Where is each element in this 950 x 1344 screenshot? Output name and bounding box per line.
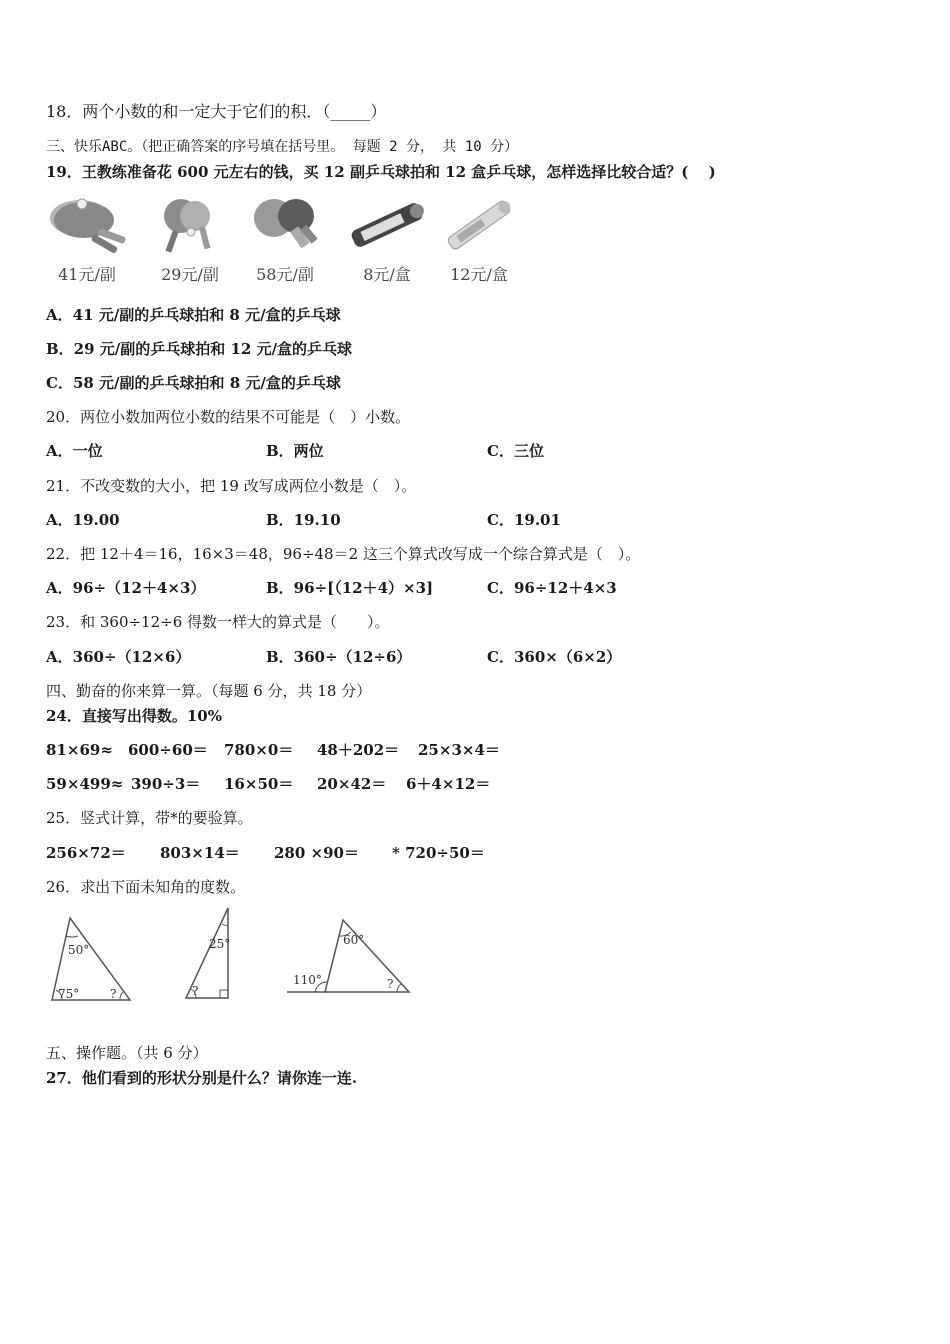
q19-option-c[interactable]: C．58 元/副的乒乓球拍和 8 元/盒的乒乓球: [46, 374, 341, 392]
calc-item: * 720÷50＝: [392, 844, 485, 862]
paddle-pair-icon: [42, 194, 132, 256]
angle-label: ?: [110, 987, 117, 1001]
calc-item: 803×14＝: [160, 844, 240, 862]
price-label: 12元/盒: [450, 265, 508, 284]
q22-option-a[interactable]: A．96÷（12＋4×3）: [46, 579, 206, 597]
angle-label: ?: [387, 977, 394, 991]
angle-label: 60°: [343, 933, 365, 947]
angle-label: 50°: [68, 943, 90, 957]
q22-option-c[interactable]: C．96÷12＋4×3: [487, 579, 617, 597]
triangle-2-diagram: [180, 904, 232, 1004]
section-5-heading: 五、操作题。（共 6 分）: [46, 1044, 208, 1062]
price-label: 58元/副: [256, 265, 314, 284]
q19-option-b[interactable]: B．29 元/副的乒乓球拍和 12 元/盒的乒乓球: [46, 340, 353, 358]
q23-option-b[interactable]: B．360÷（12÷6）: [266, 648, 412, 666]
calc-item: 600÷60＝: [128, 741, 208, 759]
price-label: 8元/盒: [363, 265, 411, 284]
calc-item: 6＋4×12＝: [406, 775, 491, 793]
q22-option-b[interactable]: B．96÷[（12＋4）×3]: [266, 579, 434, 597]
angle-label: 75°: [58, 987, 80, 1001]
question-27: 27．他们看到的形状分别是什么？请你连一连.: [46, 1069, 358, 1087]
product-paddle-29: [143, 194, 237, 285]
q21-option-c[interactable]: C．19.01: [487, 511, 561, 529]
ball-box-icon: [434, 194, 524, 256]
question-19: 19．王教练准备花 600 元左右的钱，买 12 副乒乓球拍和 12 盒乒乓球，怎样选择比较合适？( ): [46, 163, 716, 181]
paddle-pair-icon: [240, 194, 330, 256]
question-24: 24．直接写出得数。10%: [46, 707, 223, 725]
calc-item: 390÷3＝: [131, 775, 201, 793]
product-paddle-41: [40, 194, 134, 285]
question-26: 26．求出下面未知角的度数。: [46, 878, 246, 896]
question-25: 25．竖式计算，带*的要验算。: [46, 809, 253, 827]
q23-option-a[interactable]: A．360÷（12×6）: [46, 648, 191, 666]
question-18: 18．两个小数的和一定大于它们的积．（_____）: [46, 102, 387, 121]
question-21: 21．不改变数的大小，把 19 改写成两位小数是（ ）。: [46, 477, 417, 495]
calc-item: 25×3×4＝: [418, 741, 500, 759]
triangle-1-diagram: [44, 910, 136, 1006]
section-4-heading: 四、勤奋的你来算一算。（每题 6 分，共 18 分）: [46, 682, 372, 700]
section-3-heading: 三、快乐ABC。（把正确答案的序号填在括号里。 每题 2 分， 共 10 分）: [46, 139, 519, 155]
question-22: 22．把 12＋4＝16，16×3＝48，96÷48＝2 这三个算式改写成一个综合算式是（ ）。: [46, 545, 641, 563]
calc-item: 48＋202＝: [317, 741, 400, 759]
angle-label: 25°: [209, 937, 231, 951]
q20-option-c[interactable]: C．三位: [487, 442, 544, 460]
calc-item: 59×499≈: [46, 775, 124, 793]
product-ballbox-12: [432, 194, 526, 285]
calc-item: 81×69≈: [46, 741, 113, 759]
calc-item: 16×50＝: [224, 775, 294, 793]
paddle-pair-icon: [145, 194, 235, 256]
calc-item: 780×0＝: [224, 741, 294, 759]
product-ballbox-8: [340, 194, 434, 285]
q20-option-b[interactable]: B．两位: [266, 442, 324, 460]
product-paddle-58: [238, 194, 332, 285]
price-label: 29元/副: [161, 265, 219, 284]
q19-option-a[interactable]: A．41 元/副的乒乓球拍和 8 元/盒的乒乓球: [46, 306, 341, 324]
q20-option-a[interactable]: A．一位: [46, 442, 103, 460]
triangle-3-diagram: [285, 912, 415, 1002]
calc-item: 280 ×90＝: [274, 844, 359, 862]
angle-label: ?: [192, 984, 199, 998]
calc-item: 256×72＝: [46, 844, 126, 862]
calc-item: 20×42＝: [317, 775, 387, 793]
ball-box-icon: [342, 194, 432, 256]
q21-option-b[interactable]: B．19.10: [266, 511, 341, 529]
q23-option-c[interactable]: C．360×（6×2）: [487, 648, 622, 666]
angle-label: 110°: [293, 973, 322, 987]
price-label: 41元/副: [58, 265, 116, 284]
question-23: 23．和 360÷12÷6 得数一样大的算式是（ ）。: [46, 613, 390, 631]
question-20: 20．两位小数加两位小数的结果不可能是（ ）小数。: [46, 408, 411, 426]
q21-option-a[interactable]: A．19.00: [46, 511, 120, 529]
